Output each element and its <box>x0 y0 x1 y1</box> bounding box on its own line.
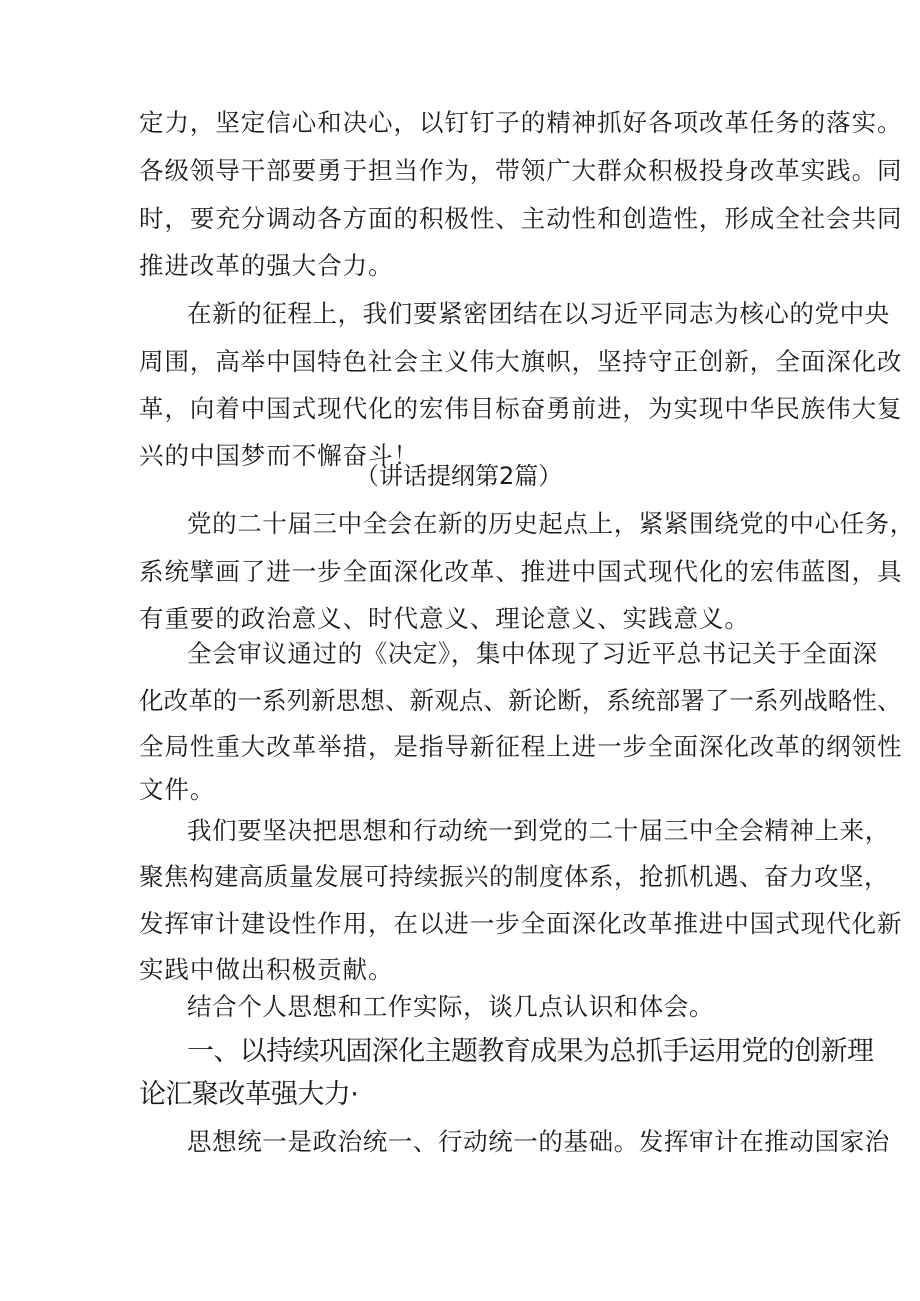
paragraph-text: 系统擘画了进一步全面深化改革、推进中国式现代化的宏伟蓝图，具 <box>139 557 903 586</box>
paragraph-line <box>0 103 920 143</box>
paragraph-text: 实践中做出积极贡献。 <box>139 955 394 984</box>
paragraph-line <box>0 727 920 767</box>
paragraph-text: 推进改革的强大合力。 <box>139 251 394 280</box>
paragraph-text: 有重要的政治意义、时代意义、理论意义、实践意义。 <box>139 604 750 633</box>
paragraph-text: 化改革的一系列新思想、新观点、新论断，系统部署了一系列战略性、 <box>139 686 902 715</box>
paragraph-line <box>0 987 920 1027</box>
paragraph-line <box>0 389 920 429</box>
section-subtitle: （讲话提纲第2篇） <box>355 462 563 490</box>
paragraph-line <box>0 504 920 544</box>
paragraph-line <box>0 342 920 382</box>
paragraph-line <box>0 246 920 286</box>
paragraph-line <box>0 857 920 897</box>
paragraph-text: 定力，坚定信心和决心，以钉钉子的精神抓好各项改革任务的落实。 <box>139 108 903 137</box>
paragraph-line <box>0 770 920 810</box>
paragraph-line <box>0 552 920 592</box>
paragraph-text: 革，向着中国式现代化的宏伟目标奋勇前进，为实现中华民族伟大复 <box>139 394 903 423</box>
paragraph-line <box>0 950 920 990</box>
paragraph-text: 周围，高举中国特色社会主义伟大旗帜，坚持守正创新，全面深化改 <box>139 347 903 376</box>
paragraph-line <box>0 1122 920 1162</box>
paragraph-text: 发挥审计建设性作用，在以进一步全面深化改革推进中国式现代化新 <box>139 909 903 938</box>
paragraph-text: 结合个人思想和工作实际，谈几点认识和体会。 <box>187 992 715 1021</box>
paragraph-line <box>0 199 920 239</box>
section-heading: 论汇聚改革强大力· <box>139 1079 359 1110</box>
paragraph-text: 各级领导干部要勇于担当作为，带领广大群众积极投身改革实践。同 <box>139 156 903 185</box>
paragraph-text: 在新的征程上，我们要紧密团结在以习近平同志为核心的党中央 <box>187 299 890 328</box>
heading-line <box>0 1030 920 1074</box>
paragraph-text: 文件。 <box>139 775 216 804</box>
section-heading: 一、以持续巩固深化主题教育成果为总抓手运用党的创新理 <box>187 1036 874 1067</box>
section-subtitle-line <box>0 456 920 496</box>
paragraph-text: 全局性重大改革举措，是指导新征程上进一步全面深化改革的纲领性 <box>139 732 903 761</box>
paragraph-text: 党的二十届三中全会在新的历史起点上，紧紧围绕党的中心任务， <box>187 509 915 538</box>
paragraph-line <box>0 599 920 639</box>
paragraph-text: 思想统一是政治统一、行动统一的基础。发挥审计在推动国家治 <box>187 1127 890 1156</box>
paragraph-line <box>0 904 920 944</box>
paragraph-line <box>0 811 920 851</box>
paragraph-text: 全会审议通过的《决定》，集中体现了习近平总书记关于全面深 <box>187 639 878 668</box>
paragraph-text: 兴的中国梦而不懈奋斗！ <box>139 441 419 470</box>
paragraph-text: 聚焦构建高质量发展可持续振兴的制度体系，抢抓机遇、奋力攻坚， <box>139 862 889 891</box>
paragraph-line <box>0 151 920 191</box>
paragraph-text: 时，要充分调动各方面的积极性、主动性和创造性，形成全社会共同 <box>139 204 903 233</box>
paragraph-line <box>0 681 920 721</box>
paragraph-line <box>0 634 920 674</box>
paragraph-line <box>0 294 920 334</box>
heading-line <box>0 1073 920 1117</box>
paragraph-text: 我们要坚决把思想和行动统一到党的二十届三中全会精神上来， <box>187 816 890 845</box>
